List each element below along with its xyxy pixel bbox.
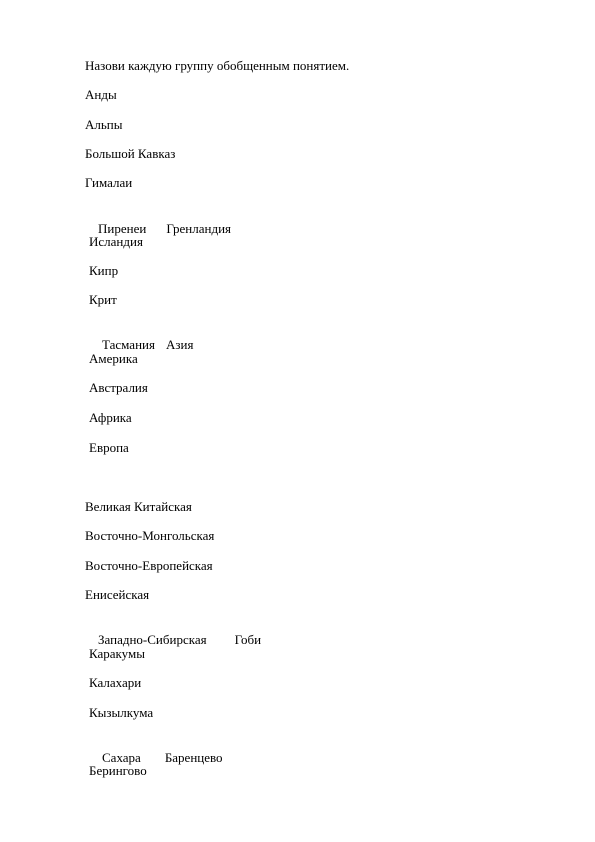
list-item: Восточно-Монгольская — [85, 528, 215, 543]
list-item: Западно-Сибирская — [98, 632, 207, 647]
list-item: Кызылкума — [89, 705, 154, 720]
list-line — [89, 321, 194, 352]
list-item: Большой Кавказ — [85, 146, 176, 161]
list-item: Баренцево — [164, 750, 223, 765]
list-item: Африка — [89, 410, 132, 425]
list-item: Сахара — [102, 750, 141, 765]
list-item: Кипр — [89, 263, 119, 278]
list-line — [89, 734, 223, 765]
list-item: Каракумы — [89, 646, 145, 661]
list-item: Австралия — [89, 380, 148, 395]
list-item: Крит — [89, 292, 117, 307]
list-item: Европа — [89, 440, 129, 455]
list-item: Альпы — [85, 117, 123, 132]
list-item: Америка — [89, 351, 138, 366]
list-item: Енисейская — [85, 587, 150, 602]
list-item: Пиренеи — [98, 221, 147, 236]
list-item: Анды — [85, 87, 117, 102]
list-item: Берингово — [89, 763, 147, 778]
list-line — [85, 205, 232, 236]
list-item: Тасмания — [102, 337, 155, 352]
list-line — [85, 616, 262, 647]
list-item: Калахари — [89, 675, 142, 690]
list-item: Исландия — [89, 234, 143, 249]
list-item: Гоби — [234, 632, 262, 647]
list-item: Азия — [165, 337, 194, 352]
list-item: Гималаи — [85, 175, 133, 190]
list-item: Восточно-Европейская — [85, 558, 213, 573]
list-item: Гренландия — [166, 221, 232, 236]
task-title: Назови каждую группу обобщенным понятием. — [85, 58, 350, 73]
list-item: Великая Китайская — [85, 499, 192, 514]
